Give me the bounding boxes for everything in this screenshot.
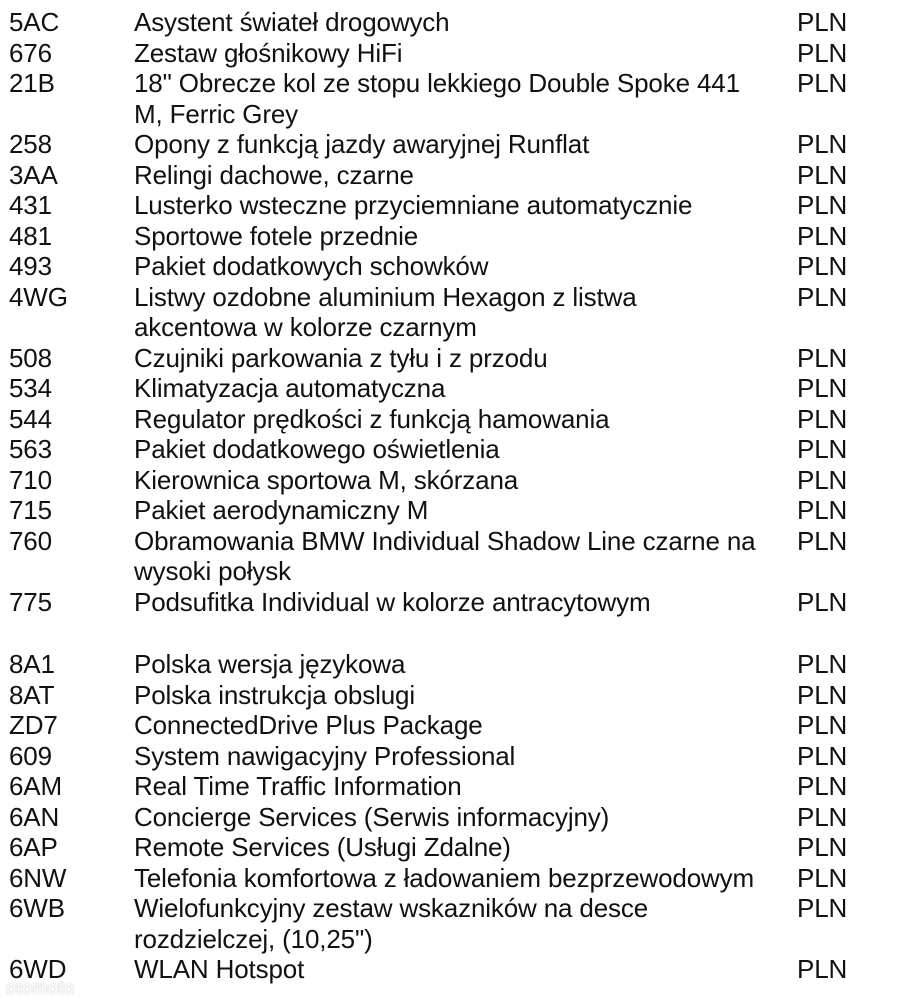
option-description: Zestaw głośnikowy HiFi	[134, 37, 403, 68]
option-code: 481	[9, 220, 52, 251]
equipment-row	[0, 771, 909, 802]
option-price-currency: PLN	[797, 251, 848, 281]
option-description: Telefonia komfortowa z ładowaniem bezprzewodowym	[134, 862, 754, 893]
top-spacer	[0, 0, 909, 7]
option-description: Sportowe fotele przednie	[134, 220, 419, 251]
equipment-row	[0, 129, 909, 160]
option-price-currency: PLN	[797, 159, 848, 190]
equipment-row	[0, 221, 909, 252]
equipment-row	[0, 495, 909, 526]
equipment-row	[0, 251, 909, 282]
option-code: 6AP	[9, 832, 58, 862]
option-price-currency: PLN	[797, 740, 848, 771]
equipment-row	[0, 160, 909, 191]
option-price-currency: PLN	[797, 893, 848, 923]
option-code: 6WD	[9, 954, 67, 984]
option-price-currency: PLN	[797, 37, 848, 68]
option-description: Relingi dachowe, czarne	[134, 159, 414, 190]
group-separator	[0, 617, 909, 649]
option-description: Listwy ozdobne aluminium Hexagon z listwa akcentowa w kolorze czarnym	[134, 281, 637, 342]
option-description: Opony z funkcją jazdy awaryjnej Runflat	[134, 129, 590, 159]
option-price-currency: PLN	[797, 190, 848, 220]
equipment-row	[0, 710, 909, 741]
option-price-currency: PLN	[797, 7, 848, 37]
option-price-currency: PLN	[797, 679, 848, 710]
equipment-row	[0, 863, 909, 894]
option-code: 431	[9, 190, 52, 220]
option-description: Obramowania BMW Individual Shadow Line czarne na wysoki połysk	[134, 525, 756, 586]
equipment-row	[0, 680, 909, 711]
equipment-row	[0, 190, 909, 221]
equipment-row	[0, 832, 909, 863]
option-price-currency: PLN	[797, 832, 848, 862]
equipment-row	[0, 38, 909, 69]
option-code: 493	[9, 251, 52, 281]
option-description: Pakiet aerodynamiczny M	[134, 495, 429, 525]
option-description: Klimatyzacja automatyczna	[134, 373, 446, 403]
option-code: 676	[9, 37, 52, 68]
option-code: 609	[9, 740, 52, 771]
watermark: otomoto	[6, 978, 75, 998]
option-code: 5AC	[9, 7, 60, 37]
option-description: Asystent świateł drogowych	[134, 7, 450, 37]
option-description: Regulator prędkości z funkcją hamowania	[134, 403, 610, 434]
option-description: Wielofunkcyjny zestaw wskazników na desce rozdzielczej, (10,25")	[134, 893, 649, 954]
option-price-currency: PLN	[797, 771, 848, 801]
equipment-group-2	[0, 649, 909, 985]
equipment-row	[0, 404, 909, 435]
equipment-row	[0, 526, 909, 587]
option-price-currency: PLN	[797, 342, 848, 373]
option-description: Polska instrukcja obslugi	[134, 679, 415, 710]
option-description: Czujniki parkowania z tyłu i z przodu	[134, 342, 548, 373]
option-code: ZD7	[9, 710, 58, 740]
option-code: 534	[9, 373, 52, 403]
option-code: 775	[9, 586, 52, 617]
option-description: Pakiet dodatkowych schowków	[134, 251, 489, 281]
equipment-row	[0, 741, 909, 772]
option-price-currency: PLN	[797, 586, 848, 617]
option-code: 3AA	[9, 159, 58, 190]
option-description: Lusterko wsteczne przyciemniane automatycznie	[134, 190, 693, 220]
option-price-currency: PLN	[797, 525, 848, 556]
option-price-currency: PLN	[797, 862, 848, 893]
option-code: 258	[9, 129, 52, 159]
option-description: 18" Obrecze kol ze stopu lekkiego Double Spoke 441 M, Ferric Grey	[134, 68, 740, 129]
equipment-row	[0, 373, 909, 404]
option-code: 6WB	[9, 893, 65, 923]
option-description: ConnectedDrive Plus Package	[134, 710, 483, 740]
option-price-currency: PLN	[797, 68, 848, 98]
option-code: 8AT	[9, 679, 55, 710]
equipment-row	[0, 649, 909, 680]
option-price-currency: PLN	[797, 373, 848, 403]
option-price-currency: PLN	[797, 649, 848, 679]
option-description: Remote Services (Usługi Zdalne)	[134, 832, 511, 862]
option-price-currency: PLN	[797, 220, 848, 251]
option-description: Concierge Services (Serwis informacyjny)	[134, 801, 610, 832]
option-description: WLAN Hotspot	[134, 954, 305, 984]
equipment-row	[0, 893, 909, 954]
option-code: 6NW	[9, 862, 67, 893]
option-price-currency: PLN	[797, 464, 848, 495]
option-price-currency: PLN	[797, 403, 848, 434]
option-description: Podsufitka Individual w kolorze antracytowym	[134, 586, 651, 617]
option-price-currency: PLN	[797, 801, 848, 832]
option-description: Kierownica sportowa M, skórzana	[134, 464, 519, 495]
equipment-row	[0, 587, 909, 618]
equipment-row	[0, 434, 909, 465]
option-code: 508	[9, 342, 52, 373]
option-code: 6AN	[9, 801, 60, 832]
option-price-currency: PLN	[797, 495, 848, 525]
option-code: 760	[9, 525, 52, 556]
equipment-row	[0, 802, 909, 833]
option-code: 21B	[9, 68, 55, 98]
option-description: System nawigacyjny Professional	[134, 740, 516, 771]
option-description: Pakiet dodatkowego oświetlenia	[134, 434, 500, 464]
equipment-row	[0, 465, 909, 496]
equipment-row	[0, 282, 909, 343]
option-description: Real Time Traffic Information	[134, 771, 462, 801]
option-price-currency: PLN	[797, 281, 848, 312]
option-code: 563	[9, 434, 52, 464]
option-price-currency: PLN	[797, 434, 848, 464]
equipment-row	[0, 954, 909, 985]
equipment-row	[0, 7, 909, 38]
equipment-row	[0, 68, 909, 129]
equipment-group-1	[0, 7, 909, 617]
option-price-currency: PLN	[797, 710, 848, 740]
option-description: Polska wersja językowa	[134, 649, 406, 679]
option-code: 6AM	[9, 771, 63, 801]
option-price-currency: PLN	[797, 129, 848, 159]
option-code: 4WG	[9, 281, 68, 312]
option-code: 710	[9, 464, 52, 495]
option-code: 715	[9, 495, 52, 525]
option-code: 8A1	[9, 649, 55, 679]
equipment-row	[0, 343, 909, 374]
option-code: 544	[9, 403, 52, 434]
option-price-currency: PLN	[797, 954, 848, 984]
